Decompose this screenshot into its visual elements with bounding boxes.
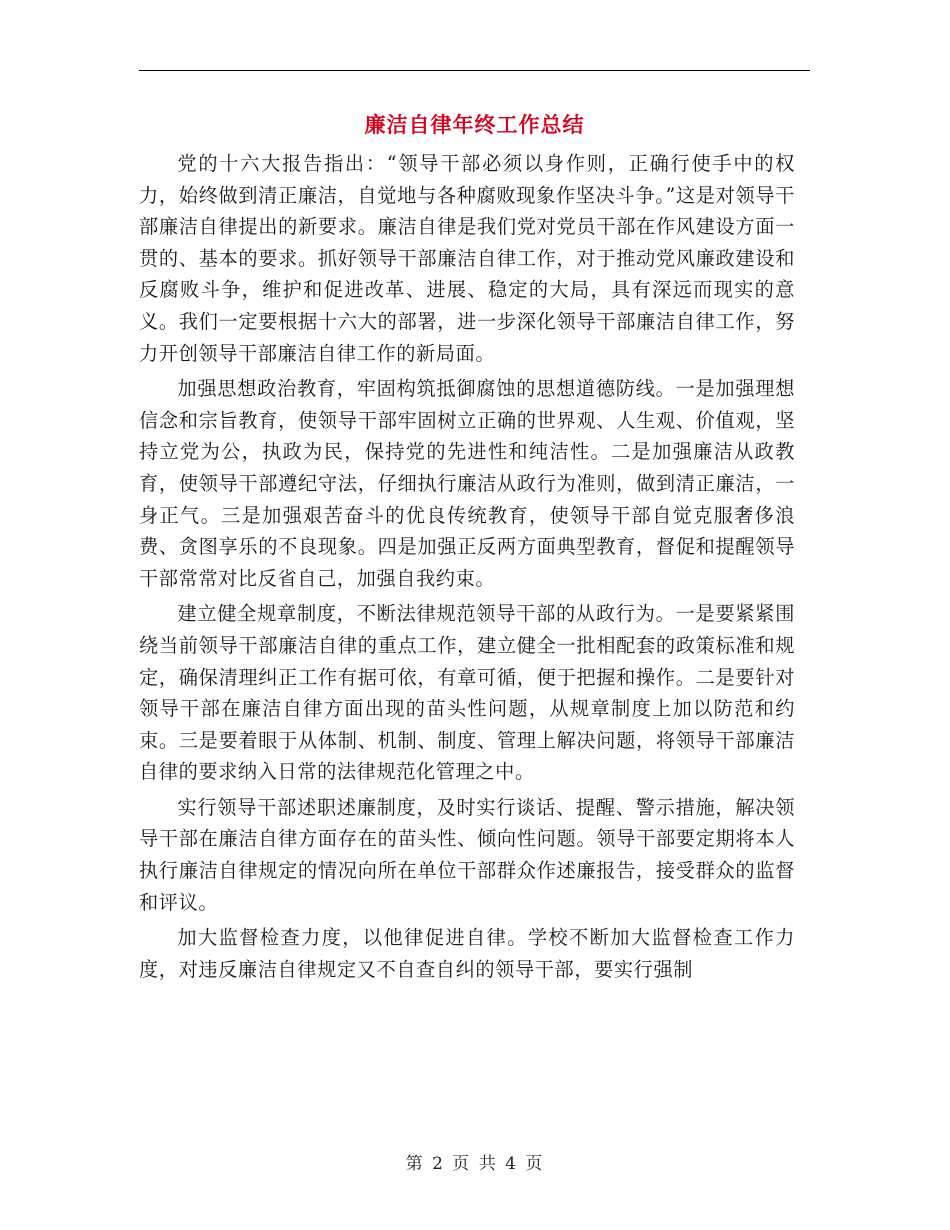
paragraph-4: 实行领导干部述职述廉制度，及时实行谈话、提醒、警示措施，解决领导干部在廉洁自律方面存在的苗头性、倾向性问题。领导干部要定期将本人执行廉洁自律规定的情况向所在单位干部群众作述廉报告，接受群众的监督和评议。: [139, 795, 795, 914]
paragraph-1: 党的十六大报告指出：“领导干部必须以身作则，正确行使手中的权力，始终做到清正廉洁，自觉地与各种腐败现象作坚决斗争。”这是对领导干部廉洁自律提出的新要求。廉洁自律是我们党对党员干部在作风建设方面一贯的、基本的要求。抓好领导干部廉洁自律工作，对于推动党风廉政建设和反腐败斗争，维护和促进改革、进展、稳定的大局，具有深远而现实的意义。我们一定要根据十六大的部署，进一步深化领导干部廉洁自律工作，努力开创领导干部廉洁自律工作的新局面。: [139, 152, 795, 365]
paragraph-5: 加大监督检查力度，以他律促进自律。学校不断加大监督检查工作力度，对违反廉洁自律规定又不自查自纠的领导干部，要实行强制: [139, 926, 795, 981]
paragraph-2: 加强思想政治教育，牢固构筑抵御腐蚀的思想道德防线。一是加强理想信念和宗旨教育，使领导干部牢固树立正确的世界观、人生观、价值观，坚持立党为公，执政为民，保持党的先进性和纯洁性。二是加强廉洁从政教育，使领导干部遵纪守法，仔细执行廉洁从政行为准则，做到清正廉洁，一身正气。三是加强艰苦奋斗的优良传统教育，使领导干部自觉克服奢侈浪费、贪图享乐的不良现象。四是加强正反两方面典型教育，督促和提醒领导干部常常对比反省自己，加强自我约束。: [139, 377, 795, 590]
paragraph-3: 建立健全规章制度，不断法律规范领导干部的从政行为。一是要紧紧围绕当前领导干部廉洁自律的重点工作，建立健全一批相配套的政策标准和规定，确保清理纠正工作有据可依，有章可循，便于把握和操作。二是要针对领导干部在廉洁自律方面出现的苗头性问题，从规章制度上加以防范和约束。三是要着眼于从体制、机制、制度、管理上解决问题，将领导干部廉洁自律的要求纳入日常的法律规范化管理之中。: [139, 602, 795, 784]
header-rule: [139, 70, 810, 71]
document-body: [139, 148, 795, 989]
page-number-footer: 第 2 页 共 4 页: [405, 1154, 545, 1174]
document-title: 廉洁自律年终工作总结: [364, 112, 585, 137]
